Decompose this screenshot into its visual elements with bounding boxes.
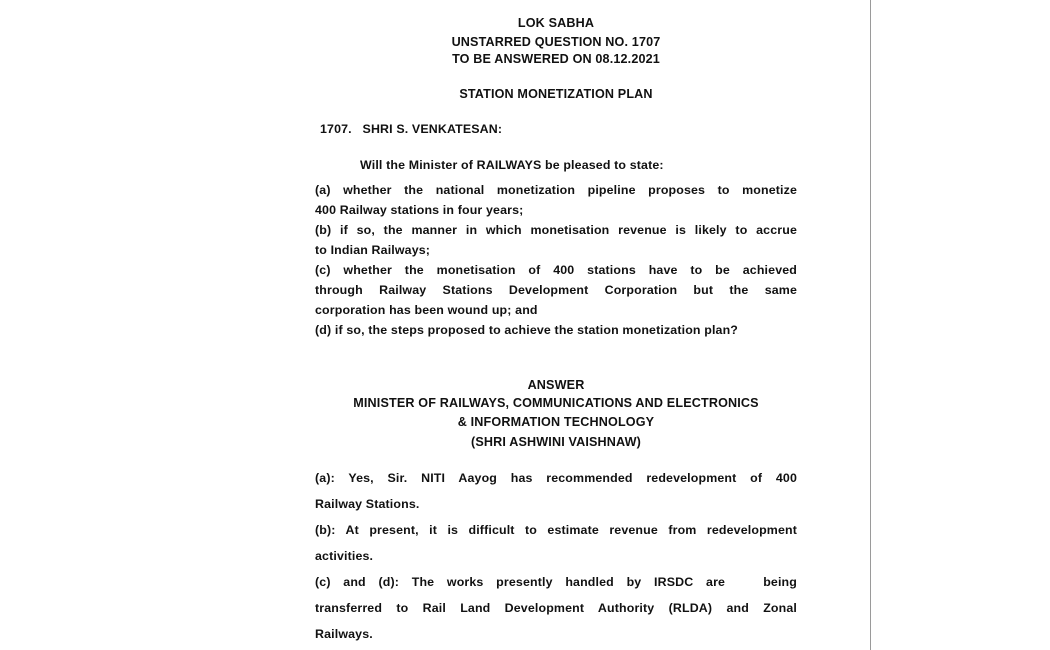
answer-line: (b): At present, it is difficult to estimate revenue from redevelopment (315, 523, 797, 537)
page-edge-line (870, 0, 871, 650)
minister-name: (SHRI ASHWINI VAISHNAW) (471, 435, 641, 449)
question-intro: Will the Minister of RAILWAYS be pleased to state: (360, 158, 664, 172)
question-line: corporation has been wound up; and (315, 303, 538, 317)
answer-line: activities. (315, 549, 374, 563)
answer-heading: ANSWER (527, 378, 585, 392)
question-line: (d) if so, the steps proposed to achieve the station monetization plan? (315, 323, 739, 337)
question-line: (b) if so, the manner in which monetisation revenue is likely to accrue (315, 223, 797, 237)
minister-title: MINISTER OF RAILWAYS, COMMUNICATIONS AND ELECTRONICS (353, 396, 759, 410)
answer-line: (a): Yes, Sir. NITI Aayog has recommended redevelopment of 400 (315, 471, 797, 485)
answer-line: Railway Stations. (315, 497, 420, 511)
question-number: UNSTARRED QUESTION NO. 1707 (451, 35, 661, 49)
question-line: (a) whether the national monetization pipeline proposes to monetize (315, 183, 797, 197)
question-line: through Railway Stations Development Corporation but the same (315, 283, 797, 297)
question-line: to Indian Railways; (315, 243, 431, 257)
house-title: LOK SABHA (517, 16, 595, 30)
question-asker: 1707. SHRI S. VENKATESAN: (320, 122, 503, 136)
question-line: 400 Railway stations in four years; (315, 203, 524, 217)
answer-line: Railways. (315, 627, 373, 641)
minister-title-continued: & INFORMATION TECHNOLOGY (457, 415, 655, 429)
answer-line: transferred to Rail Land Development Authority (RLDA) and Zonal (315, 601, 797, 615)
answer-line: (c) and (d): The works presently handled by IRSDC are being (315, 575, 797, 589)
subject-title: STATION MONETIZATION PLAN (459, 87, 653, 101)
answer-date: TO BE ANSWERED ON 08.12.2021 (452, 52, 660, 66)
question-line: (c) whether the monetisation of 400 stations have to be achieved (315, 263, 797, 277)
